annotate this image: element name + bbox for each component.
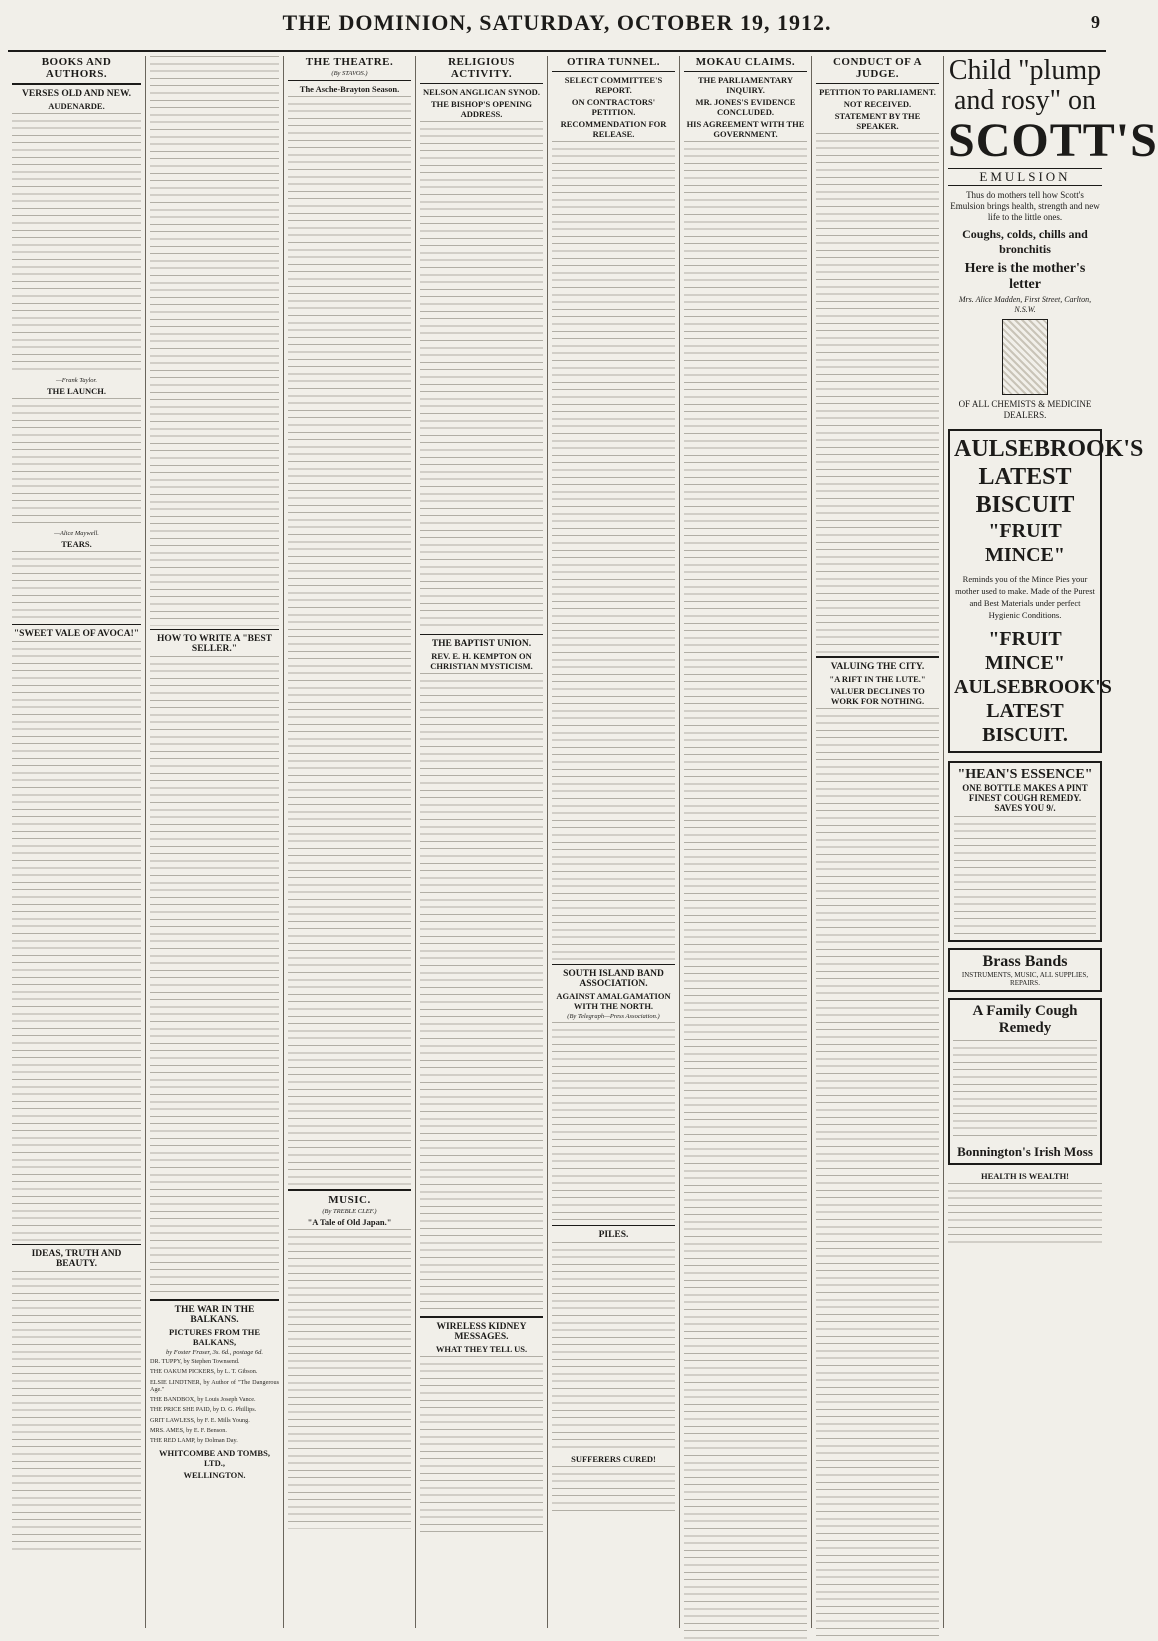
book-item: DR. TUPPY, by Stephen Townsend. xyxy=(150,1358,240,1365)
piles-text xyxy=(552,1242,675,1452)
synod-subheading: NELSON ANGLICAN SYNOD. xyxy=(423,87,540,97)
book-item: THE PRICE SHE PAID, by D. G. Phillips. xyxy=(150,1406,257,1414)
health-heading: HEALTH IS WEALTH! xyxy=(980,1171,1070,1181)
war-pictures-by: by Foster Fraser, 3s. 6d., postage 6d. xyxy=(166,1349,263,1356)
ideas-article-text xyxy=(12,1271,141,1551)
avoca-heading: "SWEET VALE OF AVOCA!" xyxy=(13,629,140,639)
family-line2: Bonnington's Irish Moss xyxy=(957,1144,1093,1159)
jones-subheading: MR. JONES'S EVIDENCE CONCLUDED. xyxy=(695,97,796,117)
column-ads xyxy=(944,55,1158,1628)
family-cough-remedy-ad xyxy=(948,998,1102,1165)
wireless-heading: WIRELESS KIDNEY MESSAGES. xyxy=(436,1322,527,1342)
aul-line2: LATEST xyxy=(978,464,1072,490)
column-mokau xyxy=(680,56,812,1628)
poem-audenarde-title: AUDENARDE. xyxy=(48,101,105,111)
book-item: MRS. AMES, by E. F. Benson. xyxy=(150,1427,227,1435)
aul-body: Reminds you of the Mince Pies your mother used to make. Made of the Purest and Best Materials under perfect Hygienic Conditions. xyxy=(955,574,1095,620)
masthead xyxy=(8,6,1106,52)
publisher-name: WHITCOMBE AND TOMBS, LTD., xyxy=(159,1447,270,1468)
scotts-emulsion-ad xyxy=(948,55,1158,421)
scott-bottle-icon xyxy=(1002,319,1048,395)
scott-line2: and rosy" on xyxy=(953,85,1097,116)
scott-line1: Child "plump xyxy=(948,55,1102,86)
aul-line7: LATEST xyxy=(986,700,1064,722)
book-item: THE RED LAMP, by Dolman Day. xyxy=(150,1437,238,1445)
not-received-subheading: NOT RECEIVED. xyxy=(843,99,912,109)
aul-line8: BISCUIT. xyxy=(982,724,1068,746)
band-heading: SOUTH ISLAND BAND ASSOCIATION. xyxy=(563,969,664,989)
cured-text xyxy=(552,1466,675,1516)
cured-heading: SUFFERERS CURED! xyxy=(571,1454,656,1464)
speaker-subheading: STATEMENT BY THE SPEAKER. xyxy=(834,111,921,131)
theatre-text xyxy=(288,96,411,1186)
family-text xyxy=(953,1040,1097,1140)
synod-text xyxy=(420,121,543,631)
scott-emulsion: EMULSION xyxy=(948,168,1102,186)
scott-text: Thus do mothers tell how Scott's Emulsion brings health, strength and new life to the little ones. xyxy=(950,190,1100,222)
poem-audenarde-author: —Frank Taylor. xyxy=(56,377,97,384)
column-religious xyxy=(416,56,548,1628)
poem-tears-title: TEARS. xyxy=(61,539,92,549)
column-best-seller xyxy=(146,56,284,1628)
aul-line1: AULSEBROOK'S xyxy=(954,436,1144,462)
publisher-city: WELLINGTON. xyxy=(183,1469,246,1480)
section-books-authors: BOOKS AND AUTHORS. xyxy=(41,56,112,80)
poem-launch-author: —Alice Maywell. xyxy=(54,530,99,537)
poem-audenarde-text xyxy=(12,113,141,375)
mokau-text xyxy=(684,141,807,1641)
war-pictures-title: PICTURES FROM THE BALKANS, xyxy=(169,1327,260,1347)
release-subheading: RECOMMENDATION FOR RELEASE. xyxy=(560,119,667,139)
avoca-article-text xyxy=(12,641,141,1241)
music-byline: (By TREBLE CLEF.) xyxy=(322,1208,377,1215)
baptist-text xyxy=(420,673,543,1313)
otira-heading: OTIRA TUNNEL. xyxy=(566,56,661,68)
column-otira xyxy=(548,56,680,1628)
aul-line6: AULSEBROOK'S xyxy=(954,676,1112,698)
valuing-subheading-2: VALUER DECLINES TO WORK FOR NOTHING. xyxy=(830,686,925,706)
committee-subheading: SELECT COMMITTEE'S REPORT. xyxy=(564,75,663,95)
theatre-heading: THE THEATRE. xyxy=(305,56,394,68)
heans-essence-ad xyxy=(948,761,1102,942)
verses-heading: VERSES OLD AND NEW. xyxy=(22,89,131,99)
poem-launch-text xyxy=(12,398,141,528)
band-text xyxy=(552,1022,675,1222)
scott-coughs: Coughs, colds, chills and bronchitis xyxy=(962,227,1088,256)
agreement-subheading: HIS AGREEMENT WITH THE GOVERNMENT. xyxy=(686,119,805,139)
book-item: GRIT LAWLESS, by F. E. Mills Young. xyxy=(150,1416,250,1424)
page-number: 9 xyxy=(1091,12,1100,32)
poem-tears-text xyxy=(12,551,141,621)
column-theatre xyxy=(284,56,416,1628)
columns xyxy=(8,55,1158,1628)
scott-signature: Mrs. Alice Madden, First Street, Carlton, N.S.W. xyxy=(958,295,1092,314)
petition-subheading: ON CONTRACTORS' PETITION. xyxy=(571,97,656,117)
otira-text xyxy=(552,141,675,961)
religious-heading: RELIGIOUS ACTIVITY. xyxy=(448,56,515,80)
book-item: THE OAKUM PICKERS, by L. T. Gibson. xyxy=(150,1368,258,1376)
hean-line3: SAVES YOU 9/. xyxy=(994,803,1056,813)
valuing-subheading: "A RIFT IN THE LUTE." xyxy=(829,674,926,684)
band-note: (By Telegraph—Press Association.) xyxy=(567,1013,660,1020)
theatre-byline: (By STAVOS.) xyxy=(331,70,368,77)
brass-line2: INSTRUMENTS, MUSIC, ALL SUPPLIES, REPAIRS. xyxy=(961,971,1089,987)
judge-petition-subheading: PETITION TO PARLIAMENT. xyxy=(819,87,936,97)
scott-chemists: OF ALL CHEMISTS & MEDICINE DEALERS. xyxy=(958,399,1092,420)
scott-letter-head: Here is the mother's letter xyxy=(964,261,1086,292)
column-judge xyxy=(812,56,944,1628)
mokau-heading: MOKAU CLAIMS. xyxy=(695,56,796,68)
wireless-text xyxy=(420,1356,543,1536)
judge-text xyxy=(816,133,939,653)
wireless-subheading: WHAT THEY TELL US. xyxy=(435,1344,528,1354)
family-line1: A Family Cough Remedy xyxy=(972,1003,1078,1036)
valuing-text xyxy=(816,708,939,1638)
war-balkans-heading: THE WAR IN THE BALKANS. xyxy=(174,1305,255,1325)
piles-heading: PILES. xyxy=(598,1230,629,1240)
scott-brand: SCOTT'S xyxy=(948,114,1158,167)
best-seller-text xyxy=(150,656,279,1296)
bishop-subheading: THE BISHOP'S OPENING ADDRESS. xyxy=(430,99,533,119)
music-text xyxy=(288,1229,411,1529)
poem-launch-title: THE LAUNCH. xyxy=(46,386,107,396)
aul-line4: "FRUIT MINCE" xyxy=(985,520,1065,566)
music-subheading: "A Tale of Old Japan." xyxy=(307,1217,392,1227)
ideas-heading: IDEAS, TRUTH AND BEAUTY. xyxy=(31,1249,122,1269)
hean-text xyxy=(954,816,1096,936)
book-item: THE BANDBOX, by Louis Joseph Vance. xyxy=(150,1396,256,1404)
aulsebrook-ad xyxy=(948,429,1144,753)
column-books xyxy=(8,56,146,1628)
hean-line1: "HEAN'S ESSENCE" xyxy=(957,767,1093,782)
book-item: ELSIE LINDTNER, by Author of "The Dangerous Age." xyxy=(150,1378,279,1393)
theatre-subheading: The Asche-Brayton Season. xyxy=(299,84,400,94)
masthead-title: THE DOMINION, SATURDAY, OCTOBER 19, 1912. xyxy=(282,10,832,35)
baptist-heading: THE BAPTIST UNION. xyxy=(431,639,532,649)
health-text xyxy=(948,1183,1102,1243)
music-heading: MUSIC. xyxy=(328,1194,371,1206)
inquiry-subheading: THE PARLIAMENTARY INQUIRY. xyxy=(697,75,793,95)
brass-bands-ad xyxy=(948,948,1102,992)
kempton-subheading: REV. E. H. KEMPTON ON CHRISTIAN MYSTICISM. xyxy=(430,651,533,671)
aul-line5: "FRUIT MINCE" xyxy=(985,628,1065,674)
book-list xyxy=(150,1358,279,1445)
band-subheading: AGAINST AMALGAMATION WITH THE NORTH. xyxy=(556,991,671,1011)
best-seller-heading: HOW TO WRITE A "BEST SELLER." xyxy=(157,634,272,654)
judge-heading: CONDUCT OF A JUDGE. xyxy=(832,56,923,80)
aul-line3: BISCUIT xyxy=(975,492,1075,518)
hean-line2: ONE BOTTLE MAKES A PINT FINEST COUGH REMEDY. xyxy=(962,783,1088,803)
valuing-heading: VALUING THE CITY. xyxy=(830,662,925,672)
brass-line1: Brass Bands xyxy=(982,953,1068,970)
continued-text xyxy=(150,56,279,626)
